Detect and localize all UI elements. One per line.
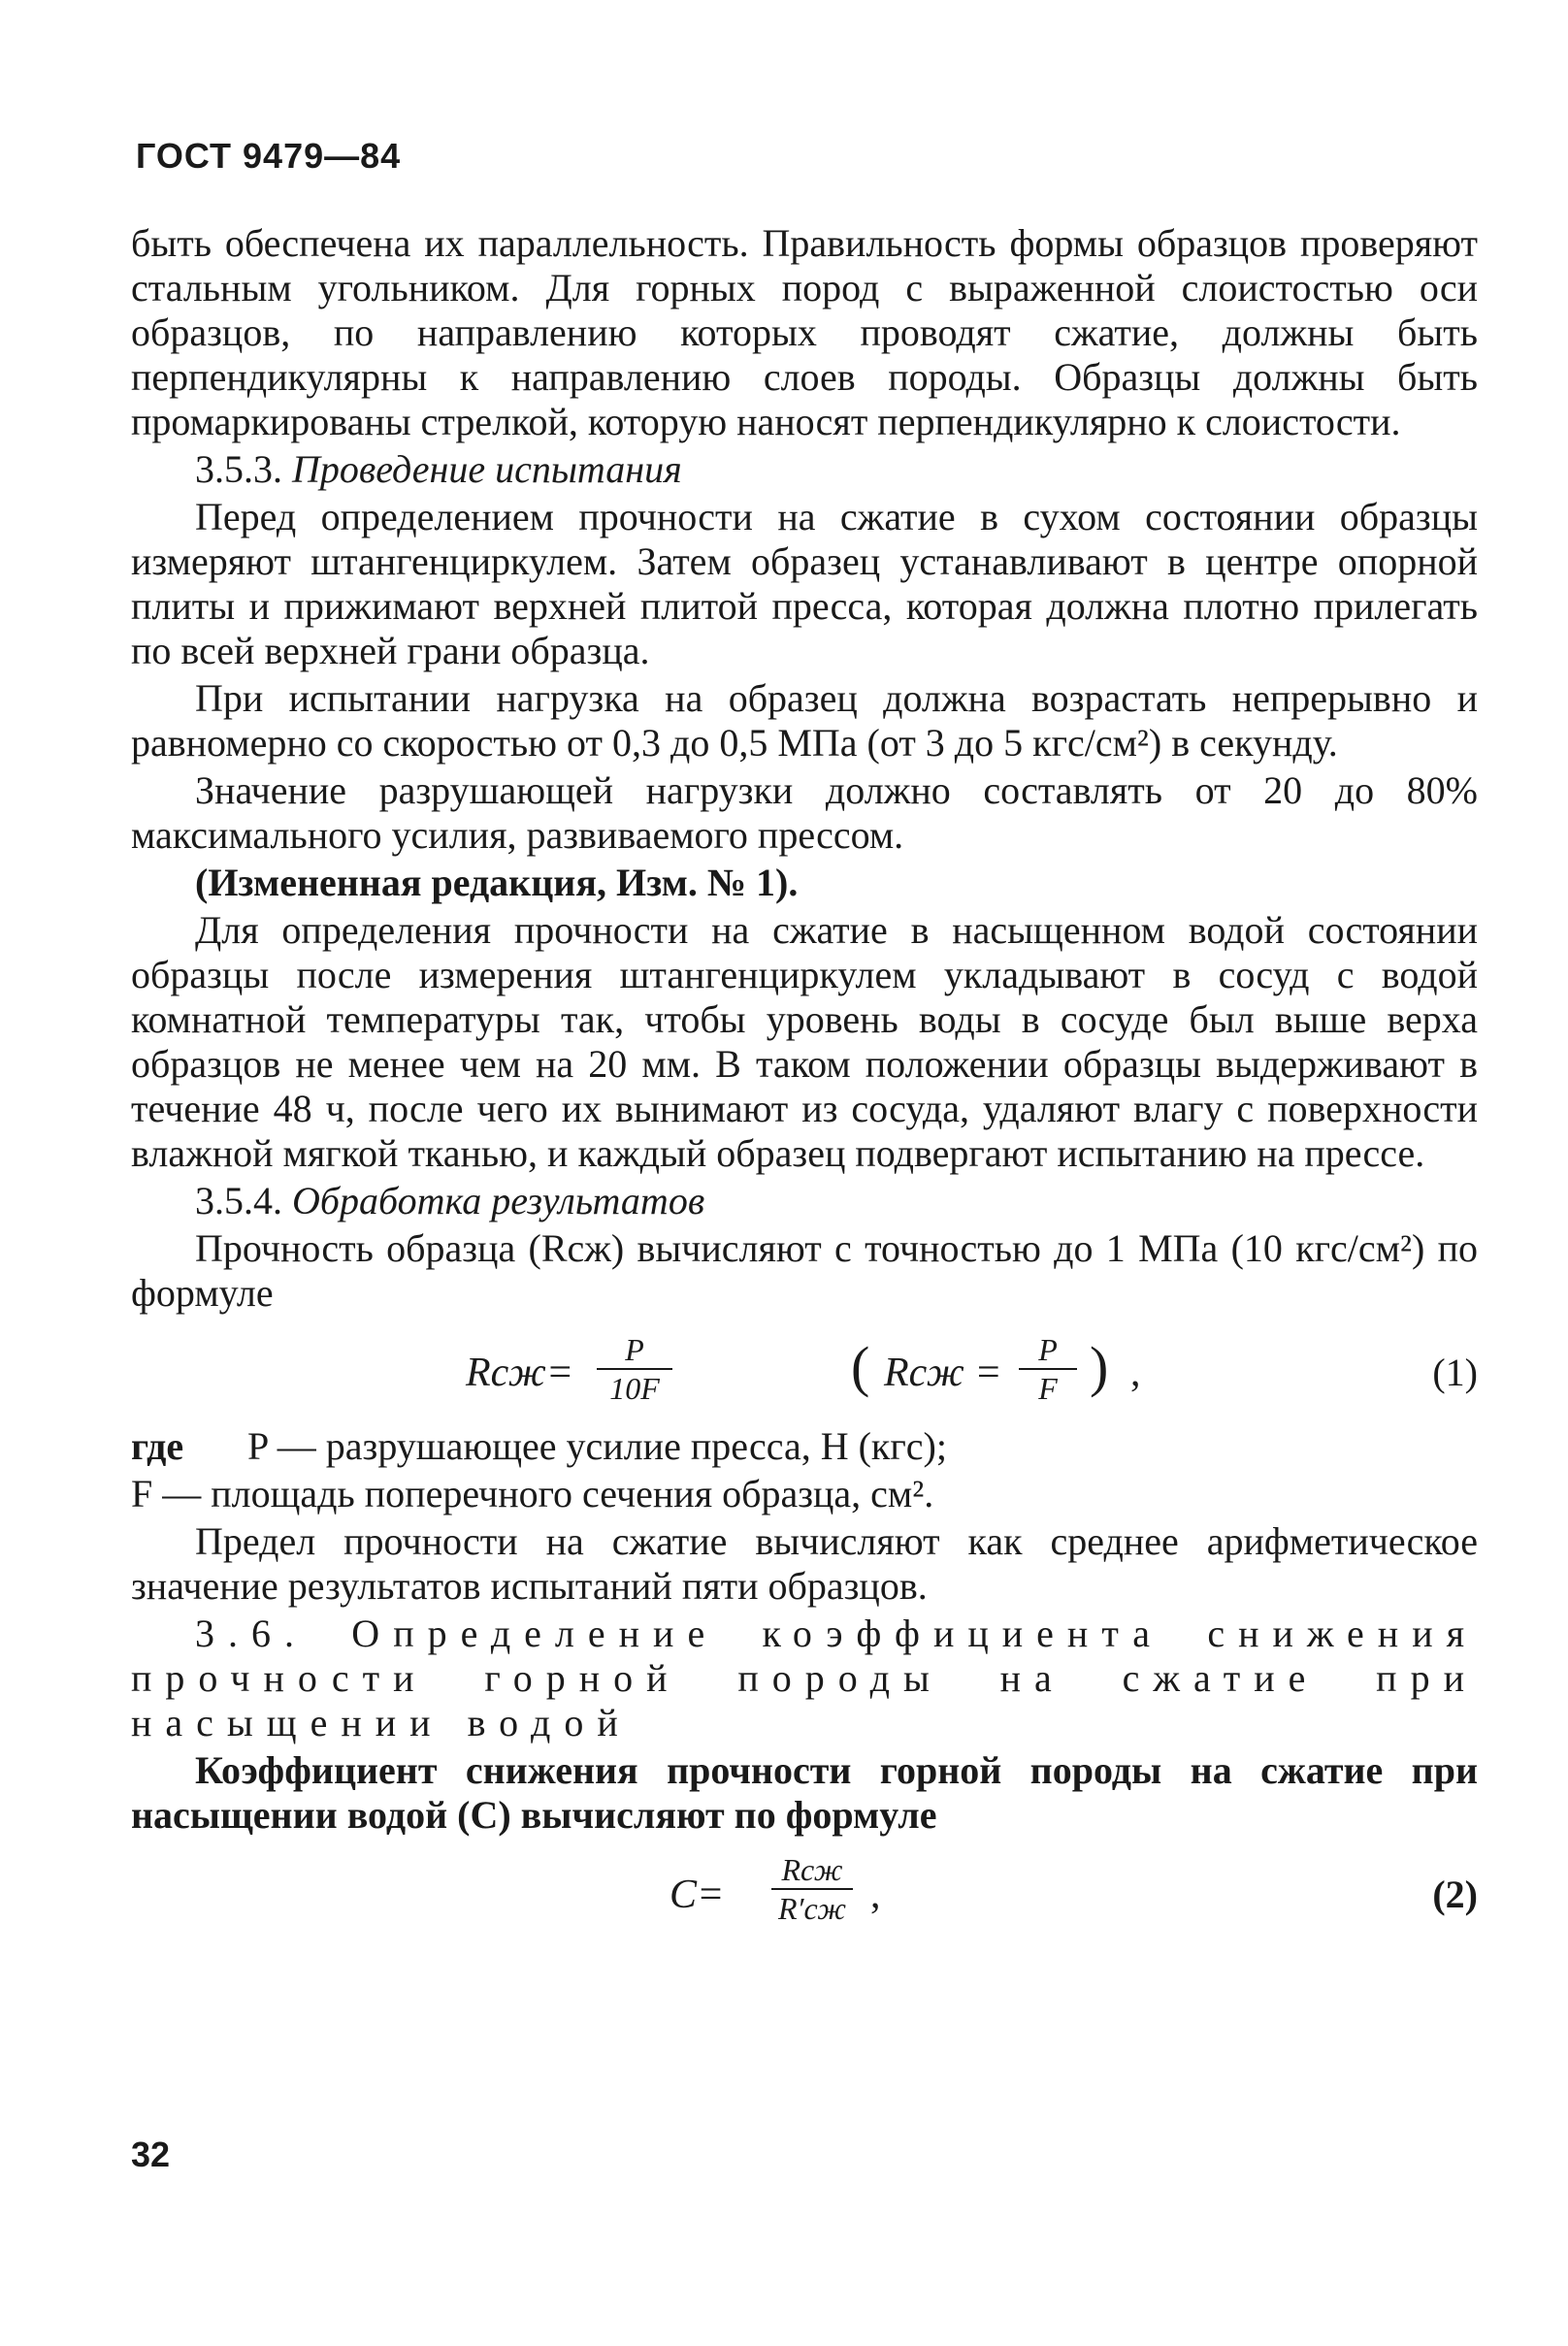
paragraph-load-range: Значение разрушающей нагрузки должно составлять от 20 до 80% максимального усилия, развиваемого прессом.	[131, 768, 1478, 857]
formula-1	[131, 1325, 1478, 1418]
paragraph-coefficient-intro: Коэффициент снижения прочности горной породы на сжатие при насыщении водой (C) вычисляют по формуле	[131, 1748, 1478, 1837]
page-number: 32	[131, 2134, 171, 2174]
formula-2-denominator: R′сж	[777, 1891, 847, 1926]
section-heading-3-6: 3.6. Определение коэффициента снижения прочности горной породы на сжатие при насыщении водой	[131, 1612, 1478, 1744]
paragraph-load-rate: При испытании нагрузка на образец должна возрастать непрерывно и равномерно со скоростью от 0,3 до 0,5 МПа (от 3 до 5 кгс/см²) в секунду.	[131, 676, 1478, 765]
formula-1-fraction	[597, 1333, 672, 1405]
formula-2-comma: ,	[870, 1873, 881, 1917]
section-number: 3.5.4.	[195, 1179, 282, 1222]
section-number: 3.5.3.	[195, 447, 282, 491]
paragraph-mean: Предел прочности на сжатие вычисляют как среднее арифметическое значение результатов испытаний пяти образцов.	[131, 1519, 1478, 1608]
paragraph-strength-formula-intro: Прочность образца (Rсж) вычисляют с точностью до 1 МПа (10 кгс/см²) по формуле	[131, 1226, 1478, 1315]
fraction-bar	[597, 1368, 672, 1370]
where-P: P — разрушающее усилие пресса, Н (кгс);	[247, 1424, 947, 1468]
paragraph-continuation: быть обеспечена их параллельность. Правильность формы образцов проверяют стальным угольником. Для горных пород с выраженной слоистостью оси образцов, по направлению которых проводят сжатие, должны быть перпендикулярны к направлению слоев породы. Образцы должны быть промаркированы стрелкой, которую наносят перпендикулярно к слоистости.	[131, 221, 1478, 443]
fraction-bar	[771, 1888, 853, 1890]
formula-1-denominator: 10F	[609, 1371, 660, 1406]
section-title: Проведение испытания	[292, 447, 682, 491]
formula-1-alt-numerator: P	[1038, 1332, 1058, 1367]
formula-2-fraction	[771, 1853, 853, 1925]
section-title: Обработка результатов	[292, 1179, 705, 1222]
document-body	[131, 221, 1478, 1946]
formula-2-lhs: C=	[670, 1873, 725, 1917]
open-paren: (	[851, 1335, 870, 1398]
standard-header: ГОСТ 9479—84	[136, 136, 402, 176]
formula-1-alt-lhs: Rсж =	[884, 1351, 1002, 1395]
where-word: где	[131, 1424, 184, 1468]
formula-1-comma: ,	[1130, 1351, 1141, 1395]
formula-1-number: (1)	[1432, 1351, 1478, 1394]
formula-1-numerator: P	[625, 1332, 644, 1367]
where-line-2: F — площадь поперечного сечения образца, см².	[131, 1472, 934, 1515]
close-paren: )	[1090, 1335, 1109, 1398]
formula-1-lhs: Rсж=	[466, 1351, 574, 1395]
fraction-bar	[1019, 1368, 1077, 1370]
amendment-note: (Измененная редакция, Изм. № 1).	[195, 861, 799, 904]
formula-1-alt-denominator: F	[1038, 1371, 1058, 1406]
paragraph-measurement: Перед определением прочности на сжатие в сухом состоянии образцы измеряют штангенциркулем. Затем образец устанавливают в центре опорной плиты и прижимают верхней плитой пресса, которая должна плотно прилегать по всей верхней грани образца.	[131, 495, 1478, 672]
formula-2-numerator: Rсж	[781, 1852, 843, 1887]
section-heading-3-5-4	[131, 1179, 1478, 1223]
formula-2-number: (2)	[1432, 1873, 1478, 1916]
where-line-1	[131, 1424, 1478, 1469]
formula-1-alt-fraction	[1019, 1333, 1077, 1405]
paragraph-saturated: Для определения прочности на сжатие в насыщенном водой состоянии образцы после измерения штангенциркулем укладывают в сосуд с водой комнатной температуры так, чтобы уровень воды в сосуде был выше верха образцов не менее чем на 20 мм. В таком положении образцы выдерживают в течение 48 ч, после чего их вынимают из сосуда, удаляют влагу с поверхности влажной мягкой тканью, и каждый образец подвергают испытанию на прессе.	[131, 908, 1478, 1175]
section-heading-3-5-3	[131, 447, 1478, 492]
formula-2	[131, 1847, 1478, 1940]
